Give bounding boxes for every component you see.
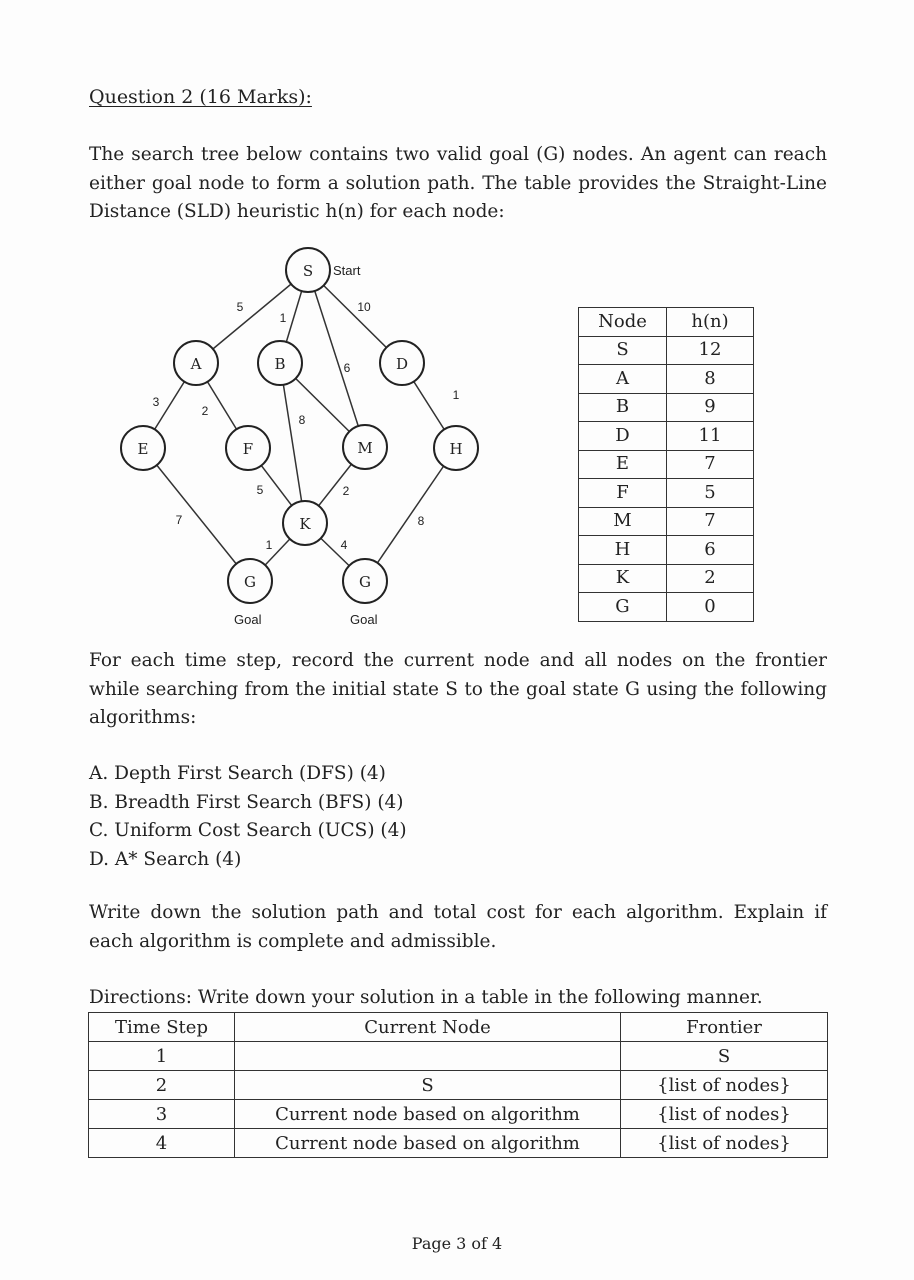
time-step-cell: 3 <box>89 1100 235 1129</box>
edge-b-k <box>280 363 305 523</box>
goal-left-label: Goal <box>234 612 262 627</box>
write-down-paragraph: Write down the solution path and total cost for each algorithm. Explain if each algorithm is complete and admissible. <box>89 902 827 952</box>
node-b: B <box>274 355 286 373</box>
heuristic-node-cell: M <box>579 507 667 536</box>
instruction-paragraph: For each time step, record the current node and all nodes on the frontier while searching from the initial state S to the goal state G using the following algorithms: <box>89 650 827 728</box>
heuristic-value-cell: 8 <box>667 365 754 394</box>
heuristic-value-cell: 9 <box>667 393 754 422</box>
heuristic-row <box>579 593 754 622</box>
heuristic-row <box>579 393 754 422</box>
cost-k-g-right: 4 <box>340 538 348 552</box>
edge-s-m <box>308 270 365 447</box>
cost-k-g-left: 1 <box>265 538 273 552</box>
heuristic-value-cell: 5 <box>667 479 754 508</box>
solution-row <box>89 1100 828 1129</box>
goal-right-label: Goal <box>350 612 378 627</box>
solution-header-time-step: Time Step <box>89 1013 235 1042</box>
start-label: Start <box>333 263 361 278</box>
time-step-cell: 2 <box>89 1071 235 1100</box>
node-g-right: G <box>359 573 371 591</box>
current-node-cell: S <box>235 1071 621 1100</box>
node-d: D <box>395 355 409 373</box>
heuristic-table <box>578 307 754 622</box>
heuristic-value-cell: 11 <box>667 422 754 451</box>
solution-row <box>89 1071 828 1100</box>
time-step-cell: 4 <box>89 1129 235 1158</box>
time-step-cell: 1 <box>89 1042 235 1071</box>
current-node-cell: Current node based on algorithm <box>235 1100 621 1129</box>
node-s: S <box>302 262 314 280</box>
solution-row <box>89 1042 828 1071</box>
cost-b-k: 8 <box>298 413 306 427</box>
current-node-cell <box>235 1042 621 1071</box>
node-f: F <box>242 440 254 458</box>
algorithm-item-ucs: C. Uniform Cost Search (UCS) (4) <box>89 820 407 841</box>
heuristic-header-node: Node <box>579 308 667 337</box>
heuristic-node-cell: E <box>579 450 667 479</box>
cost-b-m: 6 <box>343 361 351 375</box>
heuristic-value-cell: 7 <box>667 450 754 479</box>
solution-format-table <box>88 1012 828 1158</box>
node-e: E <box>137 440 149 458</box>
node-m: M <box>357 439 373 457</box>
cost-d-h: 1 <box>452 388 460 402</box>
heuristic-node-cell: K <box>579 564 667 593</box>
heuristic-value-cell: 2 <box>667 564 754 593</box>
cost-e-g: 7 <box>175 513 183 527</box>
heuristic-node-cell: H <box>579 536 667 565</box>
solution-header-row <box>89 1013 828 1042</box>
heuristic-node-cell: A <box>579 365 667 394</box>
heuristic-value-cell: 7 <box>667 507 754 536</box>
question-heading: Question 2 (16 Marks): <box>89 86 312 108</box>
solution-header-frontier: Frontier <box>621 1013 828 1042</box>
heuristic-node-cell: S <box>579 336 667 365</box>
heuristic-value-cell: 0 <box>667 593 754 622</box>
algorithm-item-dfs: A. Depth First Search (DFS) (4) <box>89 763 386 784</box>
heuristic-header-hn: h(n) <box>667 308 754 337</box>
cost-a-f: 2 <box>201 404 209 418</box>
cost-f-k: 5 <box>256 483 264 497</box>
heuristic-row <box>579 365 754 394</box>
algorithm-item-bfs: B. Breadth First Search (BFS) (4) <box>89 791 404 813</box>
page-number: Page 3 of 4 <box>411 1234 503 1253</box>
frontier-cell: {list of nodes} <box>621 1071 828 1100</box>
node-a: A <box>190 355 202 373</box>
cost-s-m: 10 <box>357 300 371 314</box>
heuristic-node-cell: D <box>579 422 667 451</box>
heuristic-node-cell: B <box>579 393 667 422</box>
node-g-left: G <box>244 573 256 591</box>
directions-text: Directions: Write down your solution in a table in the following manner. <box>89 987 763 1008</box>
heuristic-row <box>579 450 754 479</box>
heuristic-node-cell: G <box>579 593 667 622</box>
heuristic-value-cell: 6 <box>667 536 754 565</box>
frontier-cell: {list of nodes} <box>621 1100 828 1129</box>
heuristic-node-cell: F <box>579 479 667 508</box>
solution-row <box>89 1129 828 1158</box>
algorithm-list <box>89 760 407 874</box>
heuristic-row <box>579 336 754 365</box>
heuristic-value-cell: 12 <box>667 336 754 365</box>
heuristic-row <box>579 422 754 451</box>
heuristic-row <box>579 507 754 536</box>
solution-header-current-node: Current Node <box>235 1013 621 1042</box>
cost-h-g: 8 <box>417 514 425 528</box>
cost-s-a: 5 <box>236 300 244 314</box>
cost-s-b: 1 <box>279 311 287 325</box>
edge-h-g-right <box>365 448 456 581</box>
heuristic-header-row <box>579 308 754 337</box>
heuristic-row <box>579 479 754 508</box>
frontier-cell: S <box>621 1042 828 1071</box>
frontier-cell: {list of nodes} <box>621 1129 828 1158</box>
current-node-cell: Current node based on algorithm <box>235 1129 621 1158</box>
cost-a-e: 3 <box>152 395 160 409</box>
algorithm-item-astar: D. A* Search (4) <box>89 848 242 870</box>
heuristic-row <box>579 536 754 565</box>
heuristic-row <box>579 564 754 593</box>
intro-paragraph: The search tree below contains two valid goal (G) nodes. An agent can reach either goal node to form a solution path. The table provides the Straight-Line Distance (SLD) heuristic h(n) for each node: <box>89 144 827 222</box>
node-k: K <box>299 515 311 533</box>
node-h: H <box>449 440 463 458</box>
search-tree-diagram <box>110 245 500 640</box>
edge-e-g-left <box>143 448 250 581</box>
cost-m-k: 2 <box>342 484 350 498</box>
